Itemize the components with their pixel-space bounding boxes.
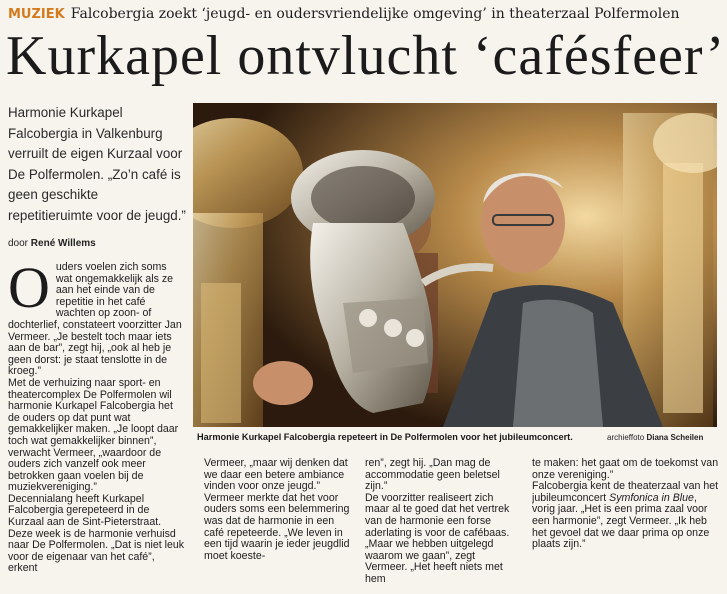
article-photo bbox=[193, 103, 717, 427]
section-tag: MUZIEK bbox=[8, 7, 65, 22]
body-paragraph-6: ren”, zegt hij. „Dan mag de accommodatie geen beletsel zijn.” bbox=[365, 458, 500, 493]
byline bbox=[8, 238, 96, 249]
photo-illustration bbox=[193, 103, 717, 427]
body-paragraph-9-a: Falcobergia kent de theaterzaal van het jubileumconcert bbox=[532, 480, 719, 504]
byline-author: René Willems bbox=[30, 238, 96, 249]
body-paragraph-9-b: , vorig jaar. „Het is een prima zaal voor een harmonie”, zegt Vermeer. „Ik heb het gevoel dat we daar prima op onze plaats zijn.” bbox=[532, 491, 710, 551]
body-column-1 bbox=[8, 262, 186, 592]
credit-prefix: archieffoto bbox=[607, 433, 645, 442]
body-column-2 bbox=[204, 458, 356, 592]
body-paragraph-1 bbox=[8, 262, 186, 378]
intro-paragraph: Harmonie Kurkapel Falcobergia in Valkenburg verruilt de eigen Kurzaal voor De Polfermolen. „Zo’n café is geen geschikte repetitieruimte voor de jeugd.” bbox=[8, 105, 186, 223]
kicker-text: Falcobergia zoekt ‘jeugd- en oudersvriendelijke omgeving’ in theaterzaal Polfermolen bbox=[70, 6, 680, 22]
kicker-line bbox=[8, 5, 720, 24]
body-paragraph-5: Vermeer merkte dat het voor ouders soms een belemmering was dat de harmonie in een café repeteerde. „We leven in een tijd waarin je ieder jeugdlid moet koeste- bbox=[204, 491, 350, 562]
headline: Kurkapel ontvlucht ‘cafésfeer’ bbox=[6, 25, 726, 87]
body-column-3 bbox=[365, 458, 517, 592]
photo-credit bbox=[607, 433, 703, 442]
body-paragraph-3: Decennialang heeft Kurkapel Falcobergia gerepeteerd in de Kurzaal aan de Sint-Pieterstraat. Deze week is de harmonie verhuisd naar De Polfermolen. „Dat is niet leuk voor de eigenaar van het café”, erkent bbox=[8, 492, 185, 575]
credit-name: Diana Scheilen bbox=[646, 433, 704, 442]
body-column-4 bbox=[532, 458, 720, 592]
body-paragraph-8: te maken: het gaat om de toekomst van onze vereniging.” bbox=[532, 458, 719, 481]
body-paragraph-2: Met de verhuizing naar sport- en theatercomplex De Polfermolen wil harmonie Kurkapel Falcobergia het de ouders op dat punt wat gemakkelijker maken. „Je loopt daar toch wat gemakkelijker binnen”, verwacht Vermeer, „waardoor de ouders zich vanzelf ook meer betrokken gaan voelen bij de muziekvereniging.” bbox=[8, 376, 179, 494]
byline-prefix: door bbox=[8, 238, 29, 249]
body-paragraph-7: De voorzitter realiseert zich maar al te goed dat het vertrek van de harmonie een forse aderlating is voor de cafébaas. „Maar we hebben uitgelegd waarom we gaan”, zegt Vermeer. „Het heeft niets met hem bbox=[365, 491, 510, 585]
body-paragraph-1-text: uders voelen zich soms wat ongemakkelijk als ze aan het einde van de repetitie in het café wachten op zoon- of dochterlief, constateert voorzitter Jan Vermeer. „Je bestelt toch maar iets aan de bar”, zegt hij, „ook al heb je geen dorst: je staat tenslotte in de kroeg.” bbox=[8, 262, 182, 378]
drop-cap: O bbox=[8, 262, 50, 320]
photo-caption: Harmonie Kurkapel Falcobergia repeteert in De Polfermolen voor het jubileumconcert. bbox=[197, 432, 573, 442]
body-paragraph-9 bbox=[532, 481, 720, 551]
body-paragraph-4: Vermeer, „maar wij denken dat we daar een betere ambiance vinden voor onze jeugd.” bbox=[204, 458, 348, 493]
concert-title: Symfonica in Blue bbox=[609, 491, 694, 504]
